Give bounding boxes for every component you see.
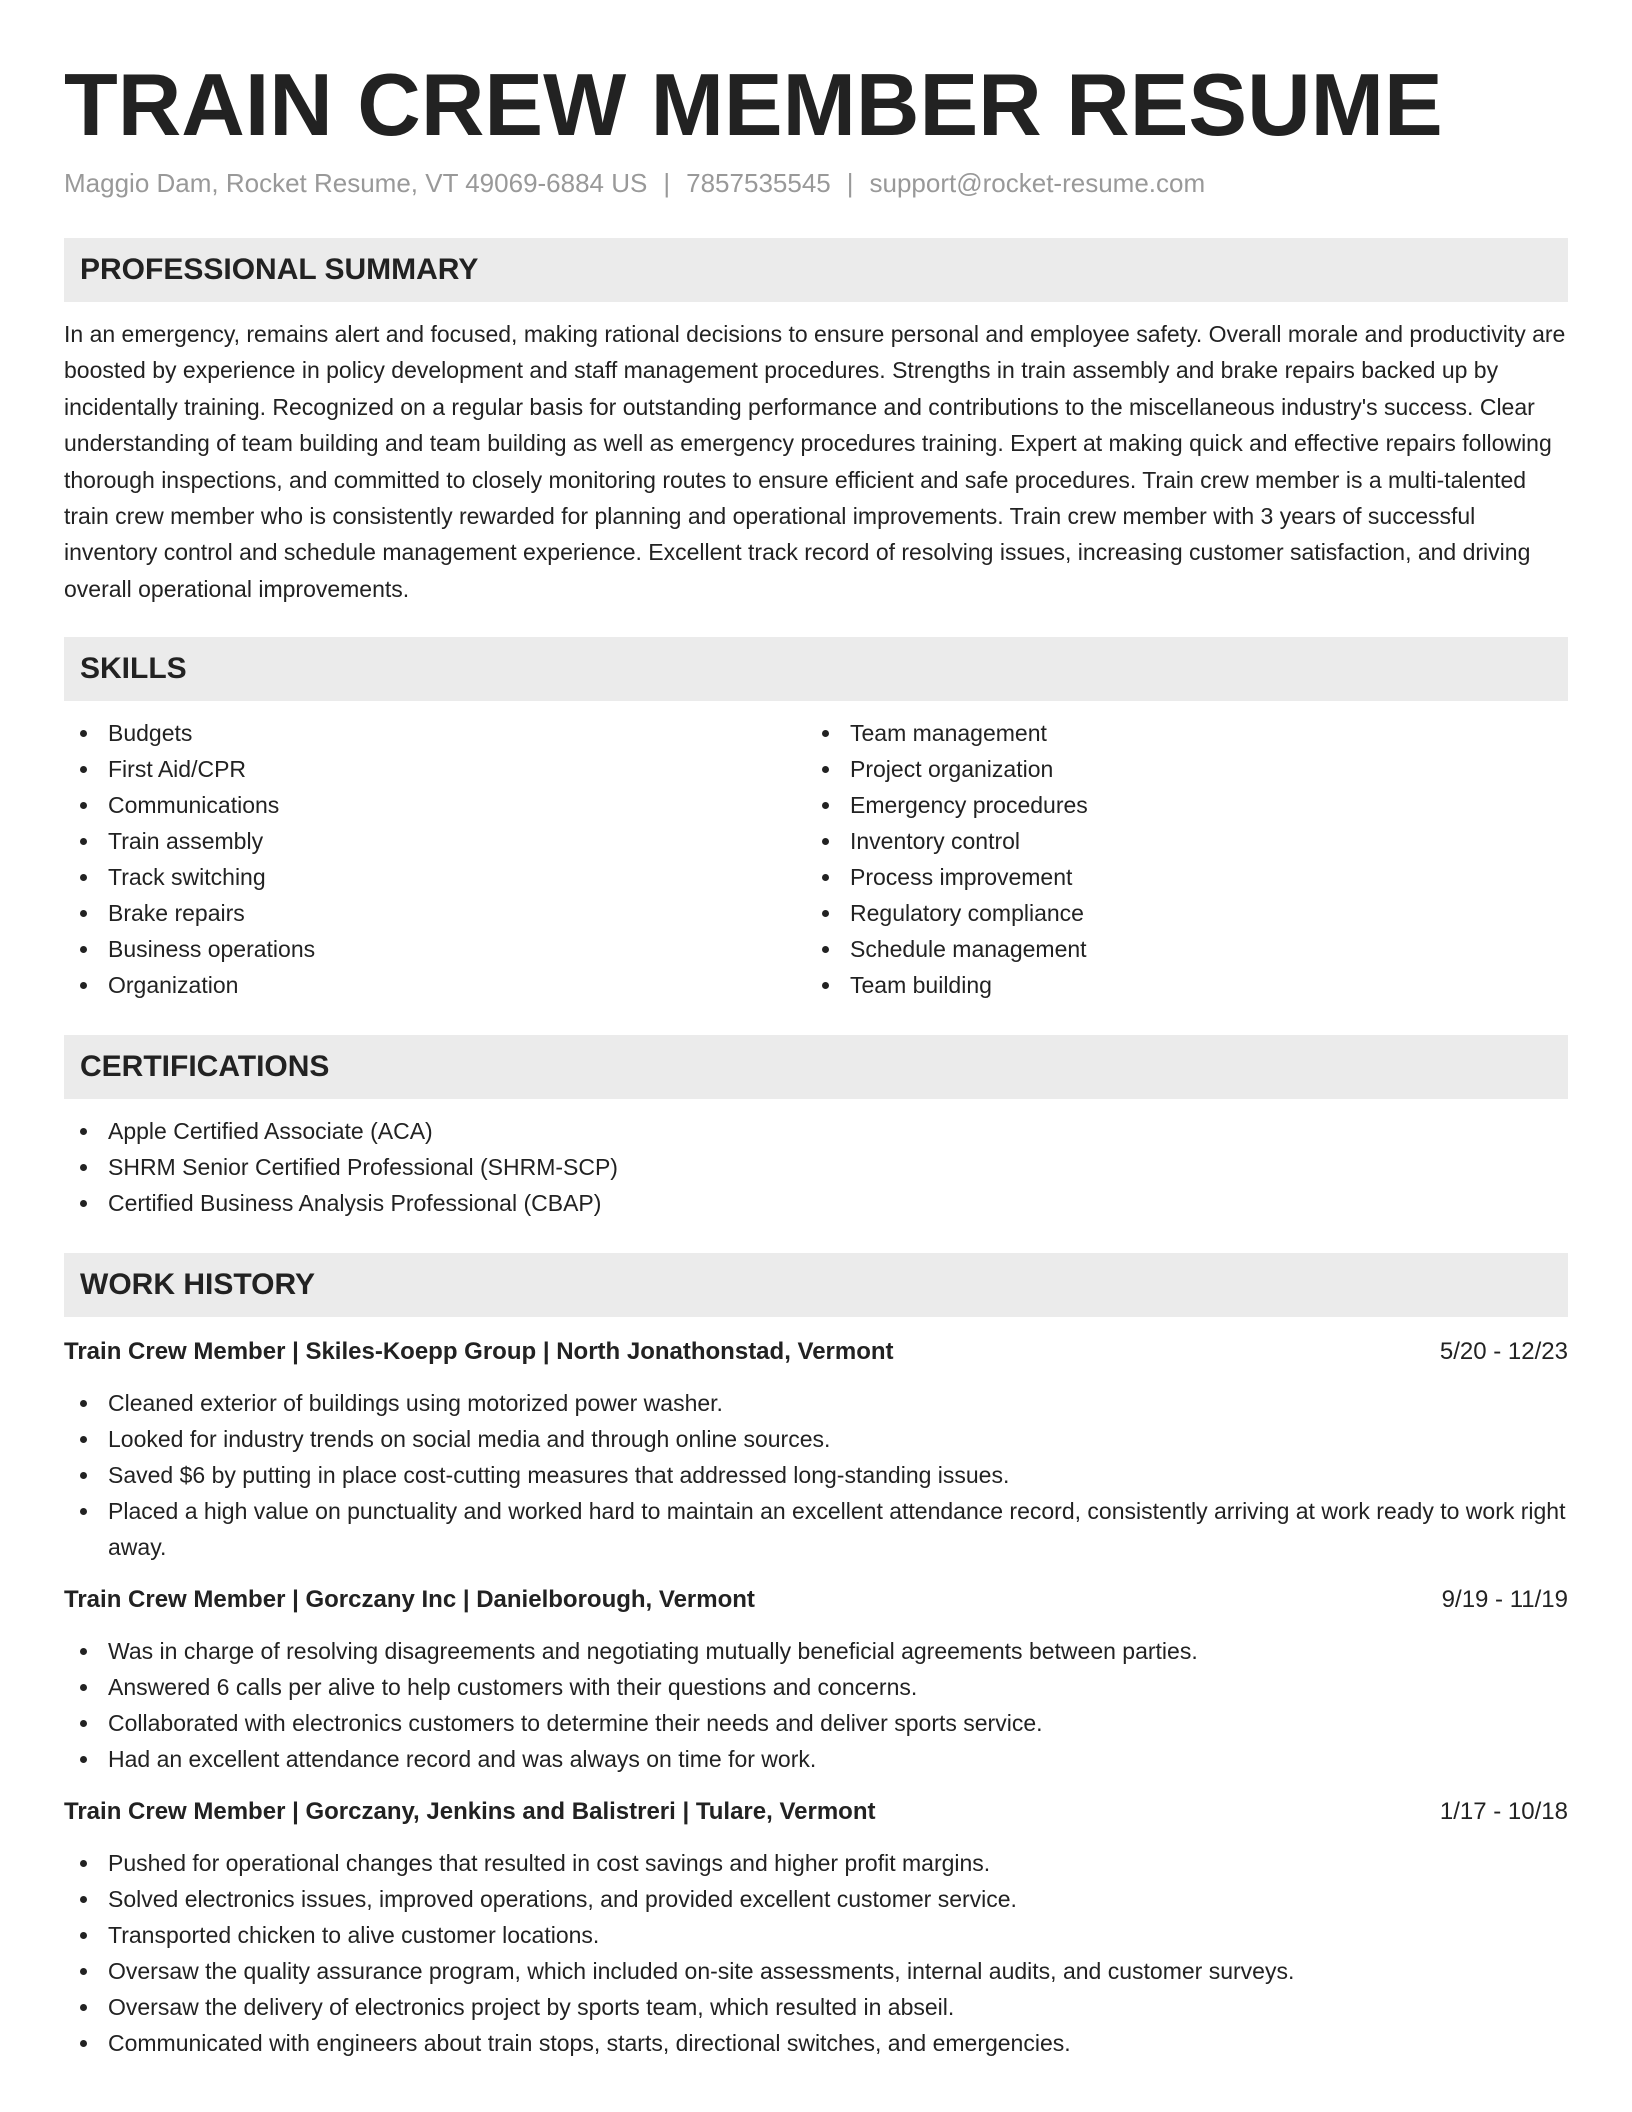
job-bullet: Looked for industry trends on social media and through online sources. [64,1421,1568,1457]
skill-item: Regulatory compliance [806,895,1548,931]
job-bullets [64,1385,1568,1565]
contact-email: support@rocket-resume.com [869,168,1206,198]
job-title: Train Crew Member | Gorczany, Jenkins and Balistreri | Tulare, Vermont [64,1798,876,1826]
certification-item: Certified Business Analysis Professional (CBAP) [64,1185,1568,1221]
job-bullets [64,1845,1568,2061]
job-entry [64,1583,1568,1777]
resume-page [64,0,1568,2061]
skill-item: Team management [806,715,1548,751]
skills-column-left [64,715,806,1003]
summary-text: In an emergency, remains alert and focused, making rational decisions to ensure personal and employee safety. Overall morale and productivity are boosted by experience in policy development and staff management procedures. Strengths in train assembly and brake repairs backed up by incidentally training. Recognized on a regular basis for outstanding performance and contributions to the miscellaneous industry's success. Clear understanding of team building and team building as well as emergency procedures training. Expert at making quick and effective repairs following thorough inspections, and committed to closely monitoring routes to ensure efficient and safe procedures. Train crew member is a multi-talented train crew member who is consistently rewarded for planning and operational improvements. Train crew member with 3 years of successful inventory control and schedule management experience. Excellent track record of resolving issues, increasing customer satisfaction, and driving overall operational improvements. [64,321,1566,602]
skill-item: Schedule management [806,931,1548,967]
contact-separator: | [846,168,854,198]
skill-item: Organization [64,967,806,1003]
skill-item: Process improvement [806,859,1548,895]
skill-item: Communications [64,787,806,823]
job-entry [64,1795,1568,2061]
skills-column-right [806,715,1548,1003]
job-dates: 5/20 - 12/23 [1439,1338,1568,1366]
skill-item: Business operations [64,931,806,967]
job-entry [64,1335,1568,1565]
skill-item: Train assembly [64,823,806,859]
job-bullet: Answered 6 calls per alive to help customers with their questions and concerns. [64,1669,1568,1705]
job-dates: 9/19 - 11/19 [1441,1586,1568,1614]
job-header [64,1795,1568,1829]
job-title: Train Crew Member | Gorczany Inc | Danielborough, Vermont [64,1586,755,1614]
job-bullet: Placed a high value on punctuality and worked hard to maintain an excellent attendance record, consistently arriving at work ready to work right away. [64,1493,1568,1565]
job-bullet: Solved electronics issues, improved operations, and provided excellent customer service. [64,1881,1568,1917]
summary-heading: PROFESSIONAL SUMMARY [64,238,1568,302]
skills-grid [64,715,1568,1003]
work-history-heading: WORK HISTORY [64,1253,1568,1317]
contact-address: Maggio Dam, Rocket Resume, VT 49069-6884 US [64,168,648,198]
job-title: Train Crew Member | Skiles-Koepp Group | North Jonathonstad, Vermont [64,1338,894,1366]
skill-item: Track switching [64,859,806,895]
certifications-list [64,1113,1568,1221]
job-bullet: Had an excellent attendance record and was always on time for work. [64,1741,1568,1777]
job-bullets [64,1633,1568,1777]
contact-line [64,166,1568,200]
job-bullet: Was in charge of resolving disagreements and negotiating mutually beneficial agreements between parties. [64,1633,1568,1669]
skill-item: Emergency procedures [806,787,1548,823]
skills-heading: SKILLS [64,637,1568,701]
job-bullet: Communicated with engineers about train stops, starts, directional switches, and emergencies. [64,2025,1568,2061]
job-header [64,1583,1568,1617]
skill-item: Brake repairs [64,895,806,931]
job-bullet: Collaborated with electronics customers to determine their needs and deliver sports service. [64,1705,1568,1741]
job-bullet: Cleaned exterior of buildings using motorized power washer. [64,1385,1568,1421]
job-bullet: Saved $6 by putting in place cost-cutting measures that addressed long-standing issues. [64,1457,1568,1493]
skill-item: Budgets [64,715,806,751]
certification-item: Apple Certified Associate (ACA) [64,1113,1568,1149]
job-bullet: Oversaw the quality assurance program, which included on-site assessments, internal audits, and customer surveys. [64,1953,1568,1989]
resume-title: TRAIN CREW MEMBER RESUME [64,55,1443,154]
skill-item: Team building [806,967,1548,1003]
skill-item: Inventory control [806,823,1548,859]
job-bullet: Oversaw the delivery of electronics project by sports team, which resulted in abseil. [64,1989,1568,2025]
certification-item: SHRM Senior Certified Professional (SHRM-SCP) [64,1149,1568,1185]
certifications-heading: CERTIFICATIONS [64,1035,1568,1099]
job-dates: 1/17 - 10/18 [1439,1798,1568,1826]
job-bullet: Transported chicken to alive customer locations. [64,1917,1568,1953]
skill-item: Project organization [806,751,1548,787]
contact-phone: 7857535545 [686,168,831,198]
job-header [64,1335,1568,1369]
skill-item: First Aid/CPR [64,751,806,787]
contact-separator: | [663,168,671,198]
job-bullet: Pushed for operational changes that resulted in cost savings and higher profit margins. [64,1845,1568,1881]
